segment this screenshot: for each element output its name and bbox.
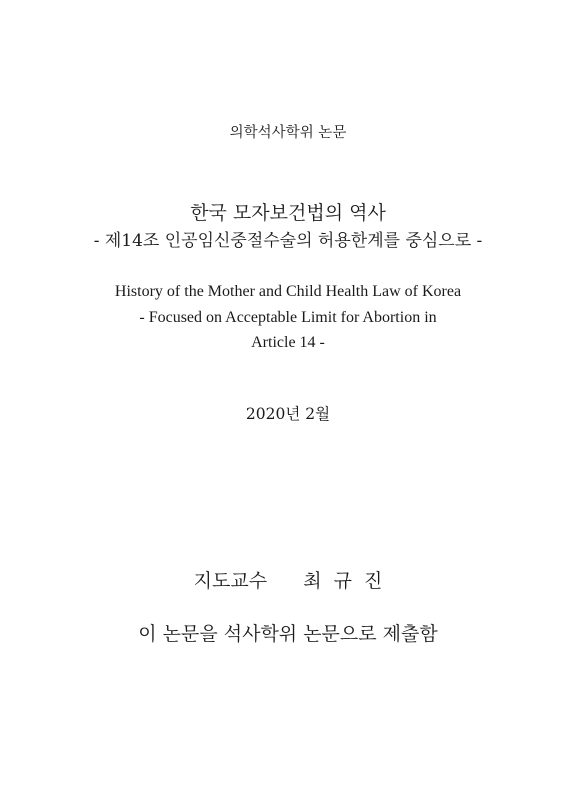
submission-statement: 이 논문을 석사학위 논문으로 제출함 — [138, 623, 438, 645]
subtitle-korean: - 제14조 인공임신중절수술의 허용한계를 중심으로 - — [93, 231, 483, 251]
advisor: 지도교수 최 규 진 — [193, 570, 383, 592]
degree-type: 의학석사학위 논문 — [229, 125, 347, 141]
submission-date: 2020년 2월 — [245, 405, 331, 423]
title-korean: 한국 모자보건법의 역사 — [190, 202, 386, 224]
title-english-line-2: - Focused on Acceptable Limit for Abortion in — [139, 309, 437, 326]
title-english-line-3: Article 14 - — [251, 334, 325, 351]
title-english-line-1: History of the Mother and Child Health Law of Korea — [114, 283, 462, 300]
